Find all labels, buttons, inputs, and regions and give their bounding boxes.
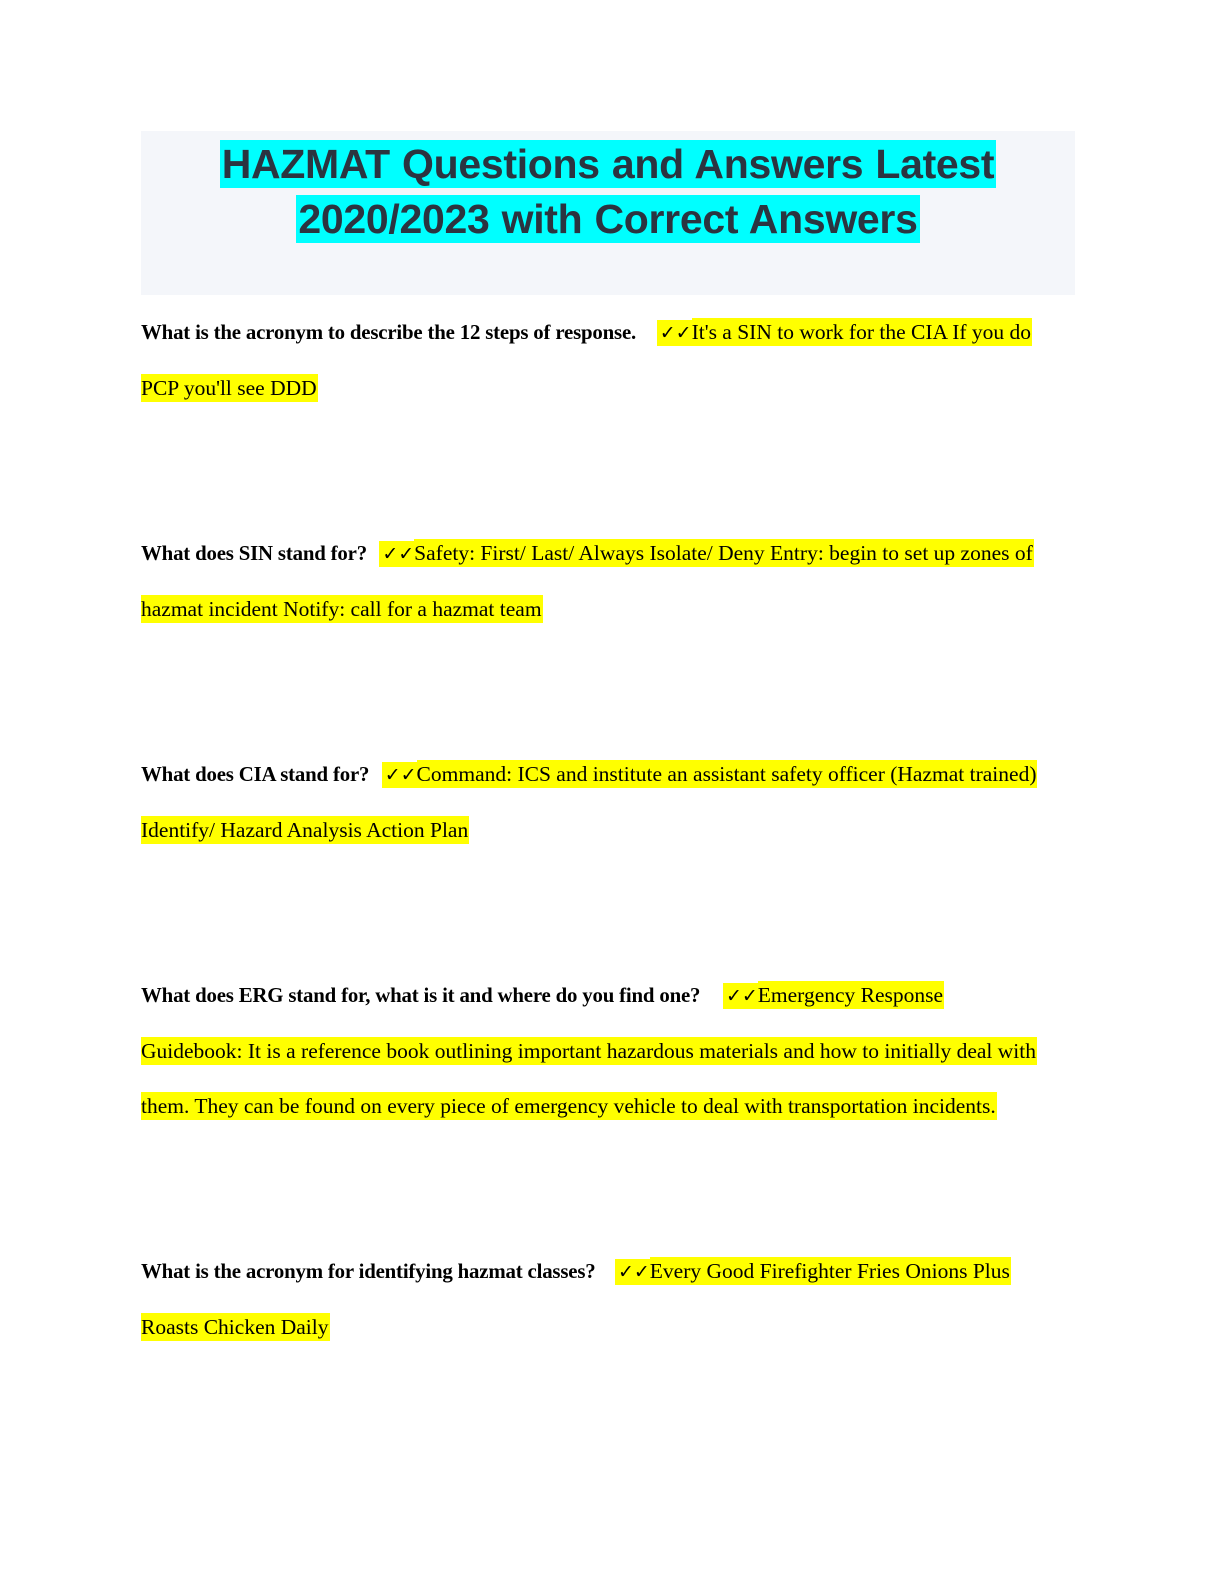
qa-item	[141, 968, 1047, 1134]
check-icon: ✓✓	[723, 983, 758, 1009]
answer-text: Safety: First/ Last/ Always Isolate/ Deny Entry: begin to set up zones of hazmat incident Notify: call for a hazmat team	[141, 541, 1033, 621]
answer-text: Every Good Firefighter Fries Onions Plus Roasts Chicken Daily	[141, 1259, 1010, 1339]
check-icon: ✓✓	[379, 541, 414, 567]
qa-item	[141, 747, 1047, 858]
qa-item	[141, 305, 1047, 416]
check-icon: ✓✓	[615, 1259, 650, 1285]
check-icon: ✓✓	[657, 320, 692, 346]
page-title	[141, 137, 1075, 247]
answer-text: Command: ICS and institute an assistant safety officer (Hazmat trained) Identify/ Hazard Analysis Action Plan	[141, 762, 1037, 842]
question-text: What is the acronym to describe the 12 steps of response.	[141, 320, 637, 344]
qa-item	[141, 1244, 1047, 1355]
page-title-line-2: 2020/2023 with Correct Answers	[298, 196, 918, 242]
question-text: What does CIA stand for?	[141, 762, 370, 786]
question-text: What does ERG stand for, what is it and where do you find one?	[141, 983, 701, 1007]
document-header-band	[141, 131, 1075, 295]
answer-text: Emergency Response Guidebook: It is a reference book outlining important hazardous materials and how to initially deal with them. They can be found on every piece of emergency vehicle to deal with transportation incidents.	[141, 983, 1037, 1118]
question-text: What is the acronym for identifying hazmat classes?	[141, 1259, 596, 1283]
answer-text: It's a SIN to work for the CIA If you do PCP you'll see DDD	[141, 320, 1032, 400]
question-text: What does SIN stand for?	[141, 541, 367, 565]
qa-item	[141, 526, 1047, 637]
check-icon: ✓✓	[382, 762, 417, 788]
page-title-line-1: HAZMAT Questions and Answers Latest	[221, 141, 995, 187]
qa-list	[141, 305, 1047, 1355]
